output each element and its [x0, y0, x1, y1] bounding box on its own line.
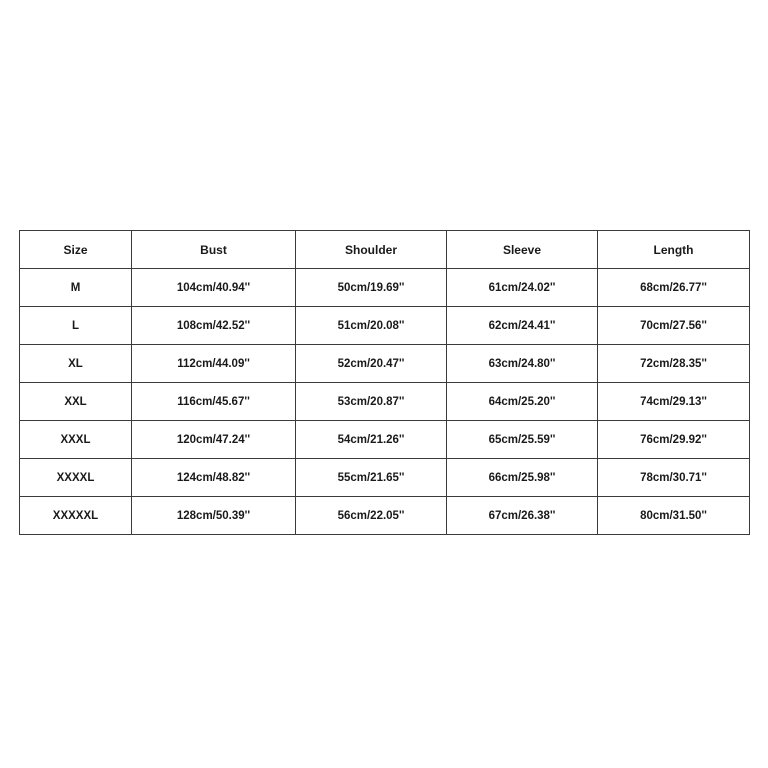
table-row — [20, 421, 750, 459]
cell-size: XXXXL — [20, 459, 132, 497]
cell-bust: 108cm/42.52'' — [132, 307, 296, 345]
cell-bust: 120cm/47.24'' — [132, 421, 296, 459]
header-row — [20, 231, 750, 269]
cell-size: XXL — [20, 383, 132, 421]
cell-sleeve: 66cm/25.98'' — [447, 459, 598, 497]
cell-bust: 104cm/40.94'' — [132, 269, 296, 307]
cell-sleeve: 61cm/24.02'' — [447, 269, 598, 307]
cell-length: 72cm/28.35'' — [598, 345, 750, 383]
cell-length: 76cm/29.92'' — [598, 421, 750, 459]
cell-size: XXXL — [20, 421, 132, 459]
cell-sleeve: 67cm/26.38'' — [447, 497, 598, 535]
cell-shoulder: 56cm/22.05'' — [296, 497, 447, 535]
size-chart-table — [19, 230, 750, 535]
cell-size: M — [20, 269, 132, 307]
cell-sleeve: 64cm/25.20'' — [447, 383, 598, 421]
cell-bust: 128cm/50.39'' — [132, 497, 296, 535]
cell-sleeve: 63cm/24.80'' — [447, 345, 598, 383]
table-row — [20, 497, 750, 535]
table-row — [20, 345, 750, 383]
cell-size: XXXXXL — [20, 497, 132, 535]
table-row — [20, 383, 750, 421]
cell-size: L — [20, 307, 132, 345]
cell-length: 74cm/29.13'' — [598, 383, 750, 421]
cell-shoulder: 52cm/20.47'' — [296, 345, 447, 383]
cell-length: 70cm/27.56'' — [598, 307, 750, 345]
cell-length: 68cm/26.77'' — [598, 269, 750, 307]
cell-size: XL — [20, 345, 132, 383]
cell-bust: 116cm/45.67'' — [132, 383, 296, 421]
cell-shoulder: 51cm/20.08'' — [296, 307, 447, 345]
cell-shoulder: 53cm/20.87'' — [296, 383, 447, 421]
cell-sleeve: 62cm/24.41'' — [447, 307, 598, 345]
cell-sleeve: 65cm/25.59'' — [447, 421, 598, 459]
header-length: Length — [598, 231, 750, 269]
cell-shoulder: 55cm/21.65'' — [296, 459, 447, 497]
table-row — [20, 269, 750, 307]
cell-shoulder: 50cm/19.69'' — [296, 269, 447, 307]
table-row — [20, 459, 750, 497]
cell-length: 78cm/30.71'' — [598, 459, 750, 497]
header-shoulder: Shoulder — [296, 231, 447, 269]
cell-shoulder: 54cm/21.26'' — [296, 421, 447, 459]
cell-bust: 124cm/48.82'' — [132, 459, 296, 497]
header-size: Size — [20, 231, 132, 269]
cell-length: 80cm/31.50'' — [598, 497, 750, 535]
header-bust: Bust — [132, 231, 296, 269]
cell-bust: 112cm/44.09'' — [132, 345, 296, 383]
header-sleeve: Sleeve — [447, 231, 598, 269]
table-row — [20, 307, 750, 345]
